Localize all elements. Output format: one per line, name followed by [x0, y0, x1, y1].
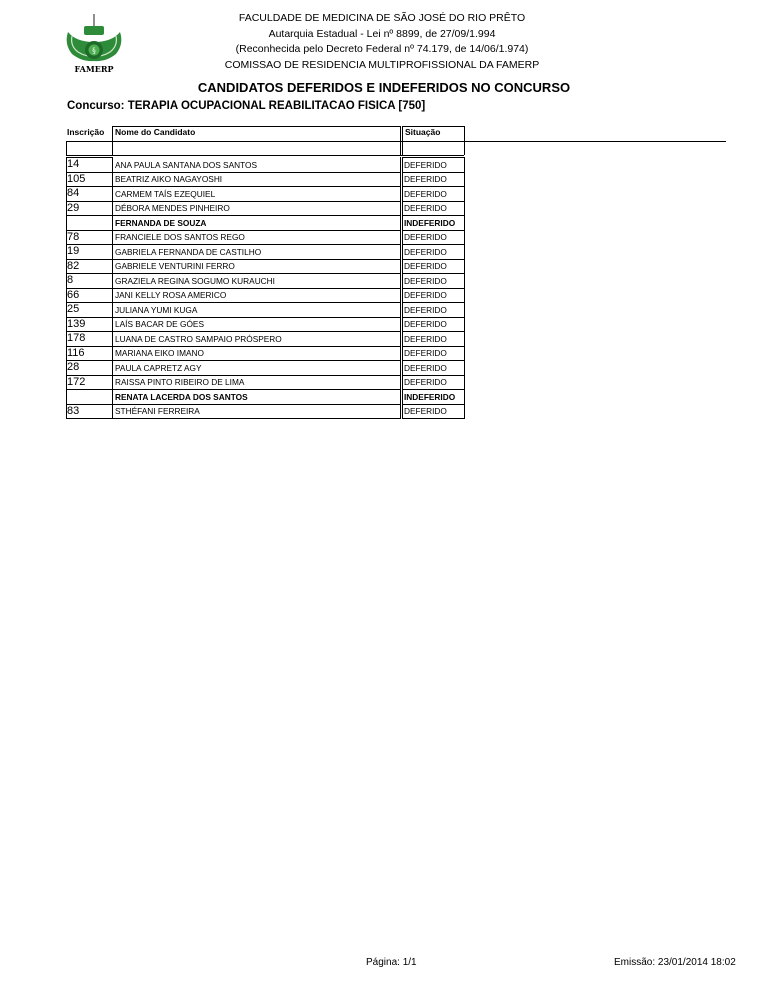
candidate-name: RENATA LACERDA DOS SANTOS: [115, 391, 248, 402]
header-line-1: FACULDADE DE MEDICINA DE SÃO JOSÉ DO RIO PRÊTO: [238, 12, 526, 24]
page-number: Página: 1/1: [366, 957, 417, 968]
svg-text:§: §: [92, 47, 96, 55]
inscricao-value: 66: [67, 288, 80, 301]
candidate-name: GRAZIELA REGINA SOGUMO KURAUCHI: [115, 275, 275, 286]
inscricao-value: 19: [67, 245, 80, 257]
inscricao-value: 29: [67, 201, 80, 214]
inscricao-value: 105: [67, 172, 86, 185]
header-rule: [402, 126, 403, 155]
inscricao-value: 139: [67, 317, 86, 330]
status-value: DEFERIDO: [404, 319, 447, 329]
document-title: CANDIDATOS DEFERIDOS E INDEFERIDOS NO CONCURSO: [197, 80, 571, 95]
column-header-nome: Nome do Candidato: [115, 127, 196, 137]
inscricao-value: 28: [67, 361, 80, 373]
status-value: DEFERIDO: [404, 188, 447, 199]
status-value: DEFERIDO: [404, 290, 447, 300]
candidate-name: LUANA DE CASTRO SAMPAIO PRÓSPERO: [115, 333, 282, 344]
header-rule: [402, 126, 464, 127]
inscricao-cell: [66, 215, 113, 231]
status-value: DEFERIDO: [404, 275, 447, 286]
header-rule: [112, 126, 113, 155]
inscricao-value: 178: [67, 332, 86, 344]
candidate-name: FERNANDA DE SOUZA: [115, 217, 207, 228]
status-value: DEFERIDO: [404, 348, 447, 358]
candidate-name: GABRIELA FERNANDA DE CASTILHO: [115, 246, 262, 257]
inscricao-value: 78: [67, 230, 80, 243]
status-value: DEFERIDO: [404, 377, 447, 387]
header-rule: [66, 141, 67, 155]
inscricao-value: 8: [67, 274, 74, 286]
candidate-name: DÉBORA MENDES PINHEIRO: [115, 203, 230, 213]
status-value: DEFERIDO: [404, 362, 447, 373]
status-value: DEFERIDO: [404, 203, 447, 213]
candidate-name: FRANCIELE DOS SANTOS REGO: [115, 232, 245, 242]
candidate-name: MARIANA EIKO IMANO: [115, 348, 204, 358]
candidate-name: STHÉFANI FERREIRA: [115, 406, 200, 416]
candidate-name: ANA PAULA SANTANA DOS SANTOS: [115, 159, 258, 170]
header-line-3: (Reconhecida pelo Decreto Federal nº 74.179, de 14/06/1.974): [235, 43, 529, 55]
famerp-logo: [62, 14, 126, 76]
status-value: DEFERIDO: [404, 304, 447, 315]
status-value: DEFERIDO: [404, 232, 447, 242]
status-value: DEFERIDO: [404, 174, 447, 184]
candidate-name: LAÍS BACAR DE GÓES: [115, 319, 204, 329]
candidate-name: RAISSA PINTO RIBEIRO DE LIMA: [115, 377, 245, 387]
status-value: DEFERIDO: [404, 333, 447, 344]
column-header-inscricao: Inscrição: [67, 127, 105, 137]
inscricao-value: 172: [67, 375, 86, 388]
logo-text: FAMERP: [74, 64, 114, 74]
header-rule: [400, 126, 401, 155]
candidate-name: BEATRIZ AIKO NAGAYOSHI: [115, 174, 223, 184]
header-rule: [464, 126, 465, 155]
inscricao-value: 83: [67, 404, 80, 417]
candidate-name: JULIANA YUMI KUGA: [115, 304, 198, 315]
status-value: DEFERIDO: [404, 159, 447, 170]
inscricao-value: 82: [67, 259, 80, 272]
inscricao-value: 25: [67, 303, 80, 315]
inscricao-cell: [66, 389, 113, 405]
header-line-4: COMISSAO DE RESIDENCIA MULTIPROFISSIONAL DA FAMERP: [224, 58, 540, 71]
candidate-name: JANI KELLY ROSA AMERICO: [115, 290, 227, 300]
candidate-name: CARMEM TAÍS EZEQUIEL: [115, 188, 216, 199]
candidate-name: GABRIELE VENTURINI FERRO: [115, 261, 235, 271]
status-value: DEFERIDO: [404, 246, 447, 257]
status-value: DEFERIDO: [404, 406, 447, 416]
concurso-label: Concurso: TERAPIA OCUPACIONAL REABILITACAO FISICA [750]: [67, 100, 426, 112]
candidate-name: PAULA CAPRETZ AGY: [115, 362, 202, 373]
header-line-2: Autarquia Estadual - Lei nº 8899, de 27/09/1.994: [268, 27, 496, 40]
status-value: DEFERIDO: [404, 261, 447, 271]
status-value: INDEFERIDO: [404, 217, 456, 228]
header-rule: [66, 141, 726, 142]
header-rule: [66, 155, 464, 156]
inscricao-value: 116: [67, 346, 85, 359]
status-value: INDEFERIDO: [404, 391, 456, 402]
institution-header: [200, 11, 564, 73]
inscricao-value: 84: [67, 187, 80, 199]
column-header-situacao: Situação: [405, 127, 441, 137]
inscricao-value: 14: [67, 158, 80, 170]
emission-date: Emissão: 23/01/2014 18:02: [614, 957, 736, 968]
header-rule: [112, 126, 400, 127]
